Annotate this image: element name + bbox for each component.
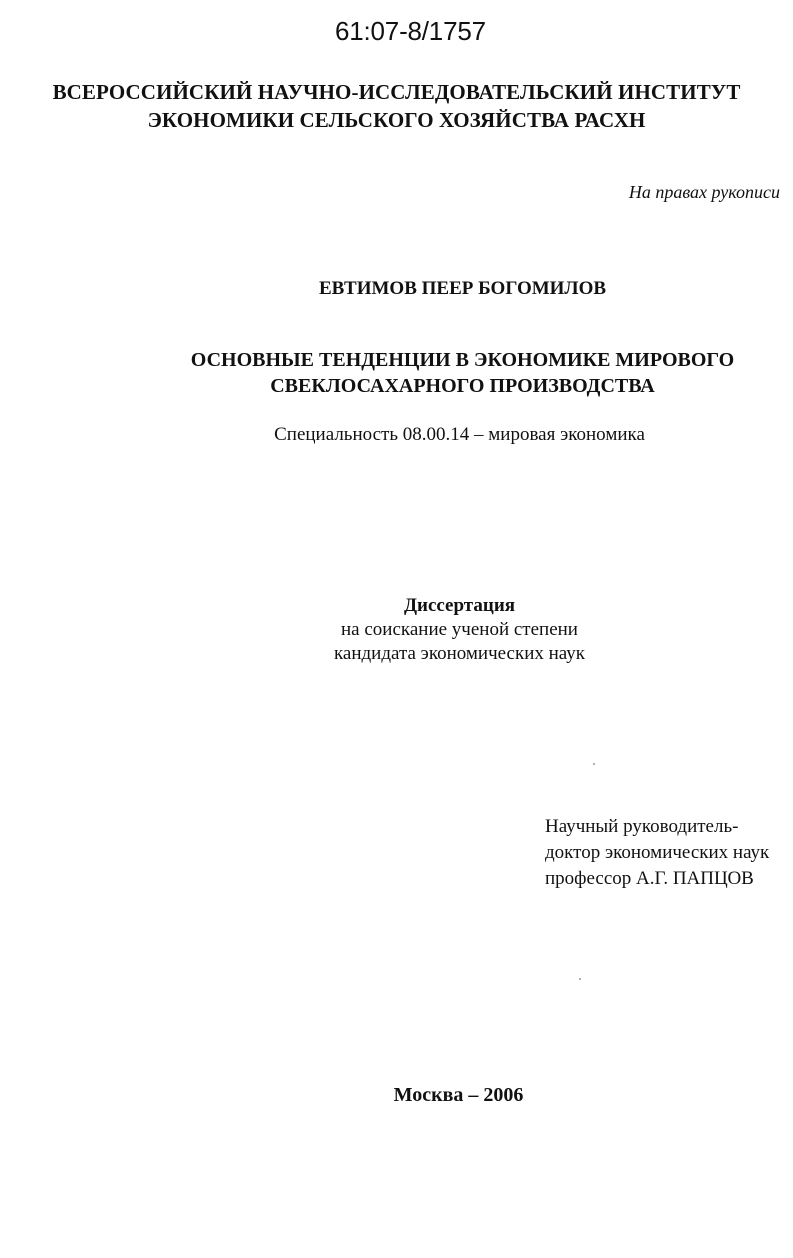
supervisor-line-1: Научный руководитель- [545,816,739,837]
supervisor-line-2: доктор экономических наук [545,842,770,863]
institute-line-2: ЭКОНОМИКИ СЕЛЬСКОГО ХОЗЯЙСТВА РАСХН [147,108,646,132]
title-line-2: СВЕКЛОСАХАРНОГО ПРОИЗВОДСТВА [270,375,655,397]
scan-speck [593,763,595,765]
rights-note: На правах рукописи [628,182,780,202]
work-type: Диссертация [403,595,516,616]
scientific-supervisor [545,814,769,892]
degree-line-1: на соискание ученой степени [341,619,578,640]
specialty: Специальность 08.00.14 – мировая экономика [274,424,645,445]
scan-speck [579,978,581,980]
institute-line-1: ВСЕРОССИЙСКИЙ НАУЧНО-ИССЛЕДОВАТЕЛЬСКИЙ ИНСТИТУТ [52,80,741,104]
dissertation-title [0,347,793,399]
author-name: ЕВТИМОВ ПЕЕР БОГОМИЛОВ [318,278,607,299]
place-and-year: Москва – 2006 [393,1084,524,1106]
institute-heading [0,78,793,134]
supervisor-line-3: профессор А.Г. ПАПЦОВ [545,868,754,889]
degree-info [0,594,793,666]
degree-line-2: кандидата экономических наук [333,643,586,664]
title-line-1: ОСНОВНЫЕ ТЕНДЕНЦИИ В ЭКОНОМИКЕ МИРОВОГО [190,349,735,371]
catalog-number: 61:07-8/1757 [335,16,486,46]
